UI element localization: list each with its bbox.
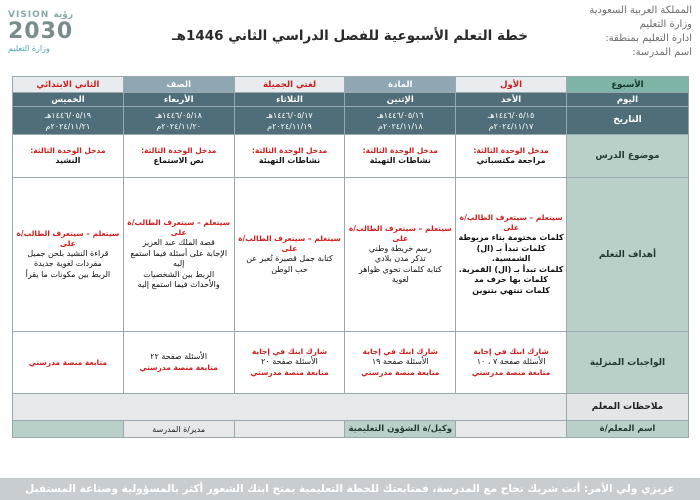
day-cell: الخميس xyxy=(13,93,124,107)
homework-page: الأسئلة صفحة ٢٢ xyxy=(150,352,208,362)
goal-item: الربط بين مكونات ما يقرأ xyxy=(25,269,111,279)
deputy-signature-cell xyxy=(234,421,345,438)
day-cell: الأربعاء xyxy=(123,93,234,107)
goals-intro: سيتعلم – سيتعرف الطالب/ة على xyxy=(127,218,231,238)
teacher-name-label: اسم المعلم/ة xyxy=(566,421,688,438)
day-row xyxy=(13,93,689,107)
vision-year: 2030 xyxy=(8,19,74,44)
directorate-field: ادارة التعليم بمنطقة: xyxy=(605,33,692,44)
hijri-date: ١٤٤٦/٠٥/١٥هـ xyxy=(487,110,535,120)
goals-label: أهداف التعلم xyxy=(566,178,688,332)
week-value: الأول xyxy=(456,77,567,93)
signature-row xyxy=(13,421,689,438)
weekly-plan-table xyxy=(12,76,689,438)
goals-cell xyxy=(13,178,124,332)
notes-label: ملاحظات المعلم xyxy=(566,394,688,421)
goal-item: كلمات مختومة بتاء مربوطة xyxy=(458,233,564,242)
topic-cell xyxy=(13,135,124,178)
homework-cell xyxy=(345,332,456,394)
principal-label: مدير/ة المدرسة xyxy=(123,421,234,438)
goal-item: كتابة كلمات تحوي ظواهر xyxy=(358,264,442,274)
homework-cell xyxy=(234,332,345,394)
homework-page: الأسئلة صفحة ٧ ، ١٠ xyxy=(476,357,546,367)
topic-text: نشاطات التهيئة xyxy=(258,155,321,165)
goals-intro: سيتعلم – سيتعرف الطالب/ة على xyxy=(348,223,452,243)
week-label: الأسبوع xyxy=(566,77,688,93)
subject-label: المادة xyxy=(345,77,456,93)
topic-text: نشاطات التهيئة xyxy=(369,155,431,165)
goal-item: كلمات تبدأ بـ (ال) القمرية. xyxy=(458,264,564,274)
topic-cell xyxy=(345,135,456,178)
goal-item: مفردات لغوية جديدة xyxy=(33,259,102,269)
gregorian-date: ٢٠٢٤/١١/٢١م xyxy=(45,121,91,131)
unit-heading: مدخل الوحدة الثالثة: xyxy=(141,145,217,155)
page-title: خطة التعلم الأسبوعية للفصل الدراسي الثاني 1446هـ xyxy=(171,28,529,44)
unit-heading: مدخل الوحدة الثالثة: xyxy=(362,145,438,155)
topic-cell xyxy=(123,135,234,178)
homework-share: شارك ابنك في إجابة xyxy=(362,347,438,357)
grade-label: الصف xyxy=(123,77,234,93)
subject-value: لغتي الجميلة xyxy=(234,77,345,93)
teacher-name-cell xyxy=(456,421,567,438)
goal-item: كلمات بها حرف مد xyxy=(474,275,548,284)
goal-item: رسم خريطة وطني xyxy=(368,243,432,253)
homework-cell xyxy=(456,332,567,394)
grade-value: الثاني الابتدائي xyxy=(13,77,124,93)
homework-share: شارك ابنك في إجابة xyxy=(473,347,549,357)
goals-cell xyxy=(234,178,345,332)
goal-item: تذكر مدن بلادي xyxy=(374,254,426,263)
hijri-date: ١٤٤٦/٠٥/١٦هـ xyxy=(377,110,424,120)
homework-page: الأسئلة صفحة ٢٠ xyxy=(261,357,318,367)
homework-platform: متابعة منصة مدرستي xyxy=(139,362,218,372)
logo-ministry: وزارة التعليم xyxy=(8,44,50,53)
goals-intro: سيتعلم – سيتعرف الطالب/ة على xyxy=(238,234,341,253)
hijri-date: ١٤٤٦/٠٥/١٨هـ xyxy=(155,110,202,120)
notes-row xyxy=(13,394,689,421)
topic-text: مراجعة مكتسباتي xyxy=(476,155,546,165)
gregorian-date: ٢٠٢٤/١١/١٧م xyxy=(488,121,534,131)
goals-row xyxy=(13,178,689,332)
goals-intro: سيتعلم – سيتعرف الطالب/ة على xyxy=(16,228,120,248)
goal-item: الإجابة على أسئلة فيما استمع xyxy=(130,248,228,258)
vision-2030-logo xyxy=(8,10,86,58)
goal-item: كتابة جمل قصيرة تُعبر عن xyxy=(246,254,333,263)
unit-heading: مدخل الوحدة الثالثة: xyxy=(30,145,106,155)
vision-label: VISION رؤية xyxy=(8,10,74,20)
gregorian-date: ٢٠٢٤/١١/١٩م xyxy=(267,121,312,131)
homework-platform: متابعة منصة مدرستي xyxy=(250,367,329,377)
date-cell xyxy=(123,107,234,135)
goal-item: حب الوطن xyxy=(271,264,308,274)
hijri-date: ١٤٤٦/٠٥/١٧هـ xyxy=(266,110,313,120)
topic-text: نص الاستماع xyxy=(153,155,204,165)
topic-label: موضوع الدرس xyxy=(566,135,688,178)
kingdom-name: المملكة العربية السعودية xyxy=(589,5,692,16)
notes-cell xyxy=(13,394,567,421)
hijri-date: ١٤٤٦/٠٥/١٩هـ xyxy=(44,110,92,120)
homework-platform: متابعة منصة مدرستي xyxy=(471,367,551,377)
school-field: اسم المدرسة: xyxy=(632,47,692,58)
goal-item: الربط بين الشخصيات xyxy=(143,269,215,279)
goals-intro: سيتعلم – سيتعرف الطالب/ة على xyxy=(459,213,563,232)
date-cell xyxy=(234,107,345,135)
week-row xyxy=(13,77,689,93)
goal-item: قراءة النشيد بلحن جميل xyxy=(27,248,109,258)
homework-platform: متابعة منصة مدرستي xyxy=(28,357,108,367)
goals-cell xyxy=(456,178,567,332)
topic-text: النشيد xyxy=(55,155,81,165)
goal-item: إليه xyxy=(173,259,185,269)
unit-heading: مدخل الوحدة الثالثة: xyxy=(251,145,328,155)
date-cell xyxy=(456,107,567,135)
ministry-name: وزارة التعليم xyxy=(639,19,692,30)
topic-cell xyxy=(456,135,567,178)
goal-item: قصة الملك عبد العزيز xyxy=(142,238,215,248)
topic-cell xyxy=(234,135,345,178)
homework-cell xyxy=(13,332,124,394)
gregorian-date: ٢٠٢٤/١١/١٨م xyxy=(377,121,423,131)
goals-cell xyxy=(123,178,234,332)
day-cell: الثلاثاء xyxy=(234,93,345,107)
principal-signature-cell xyxy=(13,421,124,438)
unit-heading: مدخل الوحدة الثالثة: xyxy=(473,145,549,155)
homework-row xyxy=(13,332,689,394)
homework-platform: متابعة منصة مدرستي xyxy=(361,367,440,377)
goal-item: لغوية xyxy=(391,275,409,284)
day-label: اليوم xyxy=(566,93,688,107)
goal-item: كلمات تبدأ بـ (ال) الشمسية. xyxy=(476,243,546,263)
homework-cell xyxy=(123,332,234,394)
date-row xyxy=(13,107,689,135)
homework-page: الأسئلة صفحة ١٩ xyxy=(371,357,429,367)
day-cell: الإثنين xyxy=(345,93,456,107)
parent-message-footer: عزيزي ولي الأمر: أنت شريك نجاح مع المدرسة، فمتابعتك للخطة التعليمية يمنح ابنك الشعور أكثر بالمسؤولية وصناعة المستقبل xyxy=(0,478,700,500)
day-cell: الأحد xyxy=(456,93,567,107)
goals-cell xyxy=(345,178,456,332)
goal-item: كلمات تنتهي بتنوين xyxy=(472,285,550,295)
deputy-label: وكيل/ة الشؤون التعليمية xyxy=(345,421,456,438)
homework-share: شارك ابنك في إجابة xyxy=(251,347,328,357)
goal-item: والأحداث فيما استمع إليه xyxy=(137,280,220,290)
date-label: التاريخ xyxy=(566,107,688,135)
homework-label: الواجبات المنزلية xyxy=(566,332,688,394)
date-cell xyxy=(13,107,124,135)
gregorian-date: ٢٠٢٤/١١/٢٠م xyxy=(156,121,202,131)
topic-row xyxy=(13,135,689,178)
date-cell xyxy=(345,107,456,135)
